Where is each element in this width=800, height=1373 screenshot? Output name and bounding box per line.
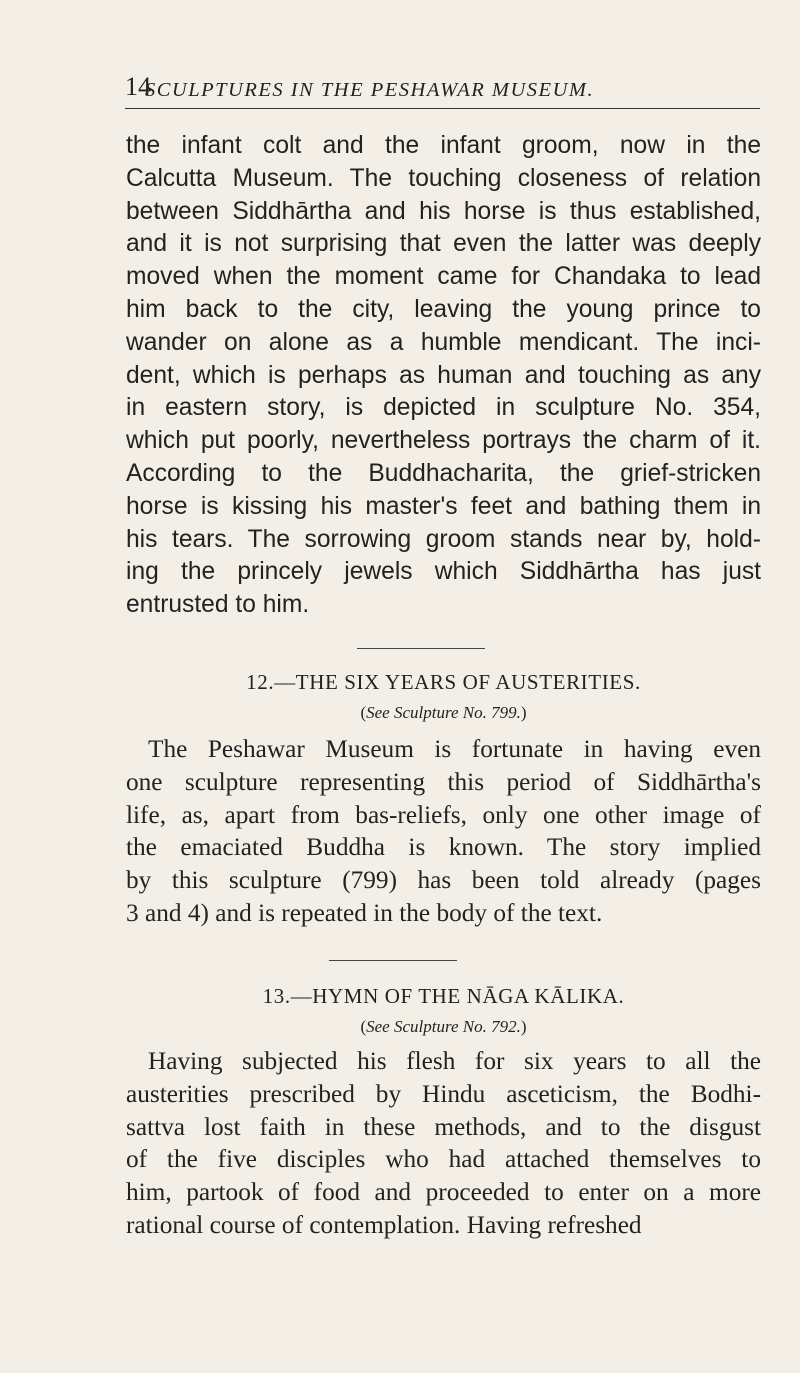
header-rule xyxy=(125,108,760,109)
text-line: him back to the city, leaving the young prince to xyxy=(126,295,761,323)
text-line: 3 and 4) and is repeated in the body of the text. xyxy=(126,898,603,927)
text-line: him, partook of food and proceeded to enter on a more xyxy=(126,1178,761,1207)
text-line: by this sculpture (799) has been told already (pages xyxy=(126,866,761,895)
text-line: moved when the moment came for Chandaka to lead xyxy=(126,263,761,291)
text-line: horse is kissing his master's feet and bathing them in xyxy=(126,492,761,520)
section-12-reference-text: See Sculpture No. 799. xyxy=(366,703,521,722)
running-head xyxy=(125,74,760,108)
text-line: dent, which is perhaps as human and touching as any xyxy=(126,361,761,389)
text-line: between Siddhārtha and his horse is thus established, xyxy=(126,197,761,225)
text-line: the infant colt and the infant groom, now in the xyxy=(126,132,761,159)
text-line: wander on alone as a humble mendicant. The inci- xyxy=(126,328,761,356)
text-line: The Peshawar Museum is fortunate in having even xyxy=(148,735,761,763)
text-line: which put poorly, nevertheless portrays the charm of it. xyxy=(126,427,761,455)
section-13-reference: (See Sculpture No. 792.) xyxy=(360,1017,527,1036)
text-line: and it is not surprising that even the latter was deeply xyxy=(126,230,761,258)
text-line: rational course of contemplation. Having refreshed xyxy=(126,1210,642,1239)
text-line: ing the princely jewels which Siddhārtha has just xyxy=(126,558,761,586)
text-line: the emaciated Buddha is known. The story implied xyxy=(126,833,761,862)
text-line: of the five disciples who had attached themselves to xyxy=(126,1145,761,1174)
section-12-reference: (See Sculpture No. 799.) xyxy=(360,703,527,722)
section-12-heading: 12.—THE SIX YEARS OF AUSTERITIES. xyxy=(246,670,641,694)
text-line: life, as, apart from bas-reliefs, only one other image of xyxy=(126,800,761,829)
text-line: sattva lost faith in these methods, and to the disgust xyxy=(126,1112,761,1141)
section-13-heading: 13.—HYMN OF THE NĀGA KĀLIKA. xyxy=(262,984,625,1008)
text-line: one sculpture representing this period of Siddhārtha's xyxy=(126,767,761,796)
continuation-paragraph xyxy=(126,130,761,622)
page-number: 14 xyxy=(125,72,151,101)
section-divider xyxy=(357,648,485,649)
text-line: Having subjected his flesh for six years to all the xyxy=(148,1047,761,1075)
running-title: SCULPTURES IN THE PESHAWAR MUSEUM. xyxy=(145,79,595,101)
section-12-paragraph xyxy=(126,733,761,930)
section-13-paragraph xyxy=(126,1045,761,1242)
text-line: his tears. The sorrowing groom stands near by, hold- xyxy=(126,525,761,553)
text-line: austerities prescribed by Hindu asceticism, the Bodhi- xyxy=(126,1079,761,1108)
text-line: According to the Buddhacharita, the grief-stricken xyxy=(126,459,761,487)
section-13-reference-text: See Sculpture No. 792. xyxy=(366,1017,521,1036)
section-divider xyxy=(329,960,457,961)
text-line: Calcutta Museum. The touching closeness of relation xyxy=(126,164,761,192)
text-line: in eastern story, is depicted in sculpture No. 354, xyxy=(126,394,761,422)
text-line: entrusted to him. xyxy=(126,591,310,619)
